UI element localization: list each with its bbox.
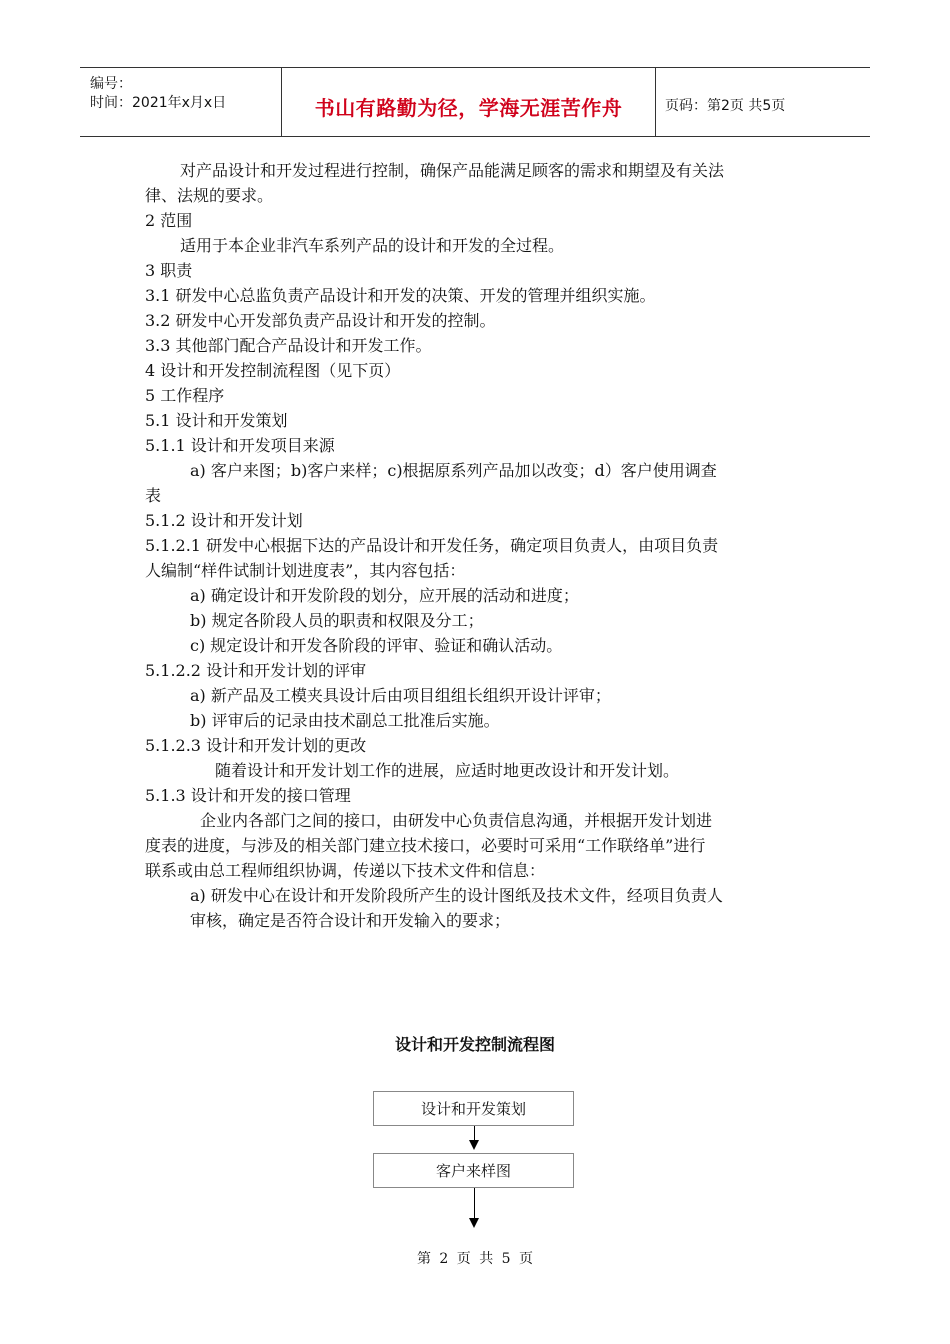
- list-item: a) 研发中心在设计和开发阶段所产生的设计图纸及技术文件，经项目负责人: [190, 886, 723, 905]
- body-line: 度表的进度，与涉及的相关部门建立技术接口，必要时可采用“工作联络单”进行: [145, 836, 706, 855]
- section-heading: 5.1.2.2 设计和开发计划的评审: [145, 661, 367, 680]
- list-item: b) 规定各阶段人员的职责和权限及分工；: [190, 611, 484, 630]
- section-heading: 5.1 设计和开发策划: [145, 411, 288, 430]
- flowchart-title: 设计和开发控制流程图: [394, 1035, 555, 1054]
- doc-date-label: 时间：2021年x月x日: [90, 95, 227, 111]
- header-left-cell: [80, 68, 281, 136]
- body-line: 表: [145, 486, 162, 505]
- flowchart-step-customer-sample: 客户来样图: [373, 1153, 574, 1188]
- body-line: 人编制“样件试制计划进度表”，其内容包括：: [145, 561, 466, 580]
- header-right-cell: [655, 68, 870, 136]
- arrow-down-icon: [469, 1140, 479, 1150]
- body-line: 5.1.2.1 研发中心根据下达的产品设计和开发任务，确定项目负责人，由项目负责: [145, 536, 719, 555]
- section-heading: 5 工作程序: [145, 386, 225, 405]
- flowchart-connector: [474, 1188, 475, 1218]
- arrow-down-icon: [469, 1218, 479, 1228]
- body-line: 适用于本企业非汽车系列产品的设计和开发的全过程。: [180, 236, 565, 255]
- section-heading: 5.1.2.3 设计和开发计划的更改: [145, 736, 367, 755]
- body-line: 联系或由总工程师组织协调，传递以下技术文件和信息：: [145, 861, 546, 880]
- body-line: 3.2 研发中心开发部负责产品设计和开发的控制。: [145, 311, 496, 330]
- body-line: 企业内各部门之间的接口，由研发中心负责信息沟通，并根据开发计划进: [200, 811, 713, 830]
- list-item: a) 确定设计和开发阶段的划分，应开展的活动和进度；: [190, 586, 579, 605]
- list-item: a) 客户来图；b)客户来样；c)根据原系列产品加以改变；d）客户使用调查: [190, 461, 717, 480]
- list-item: 审核，确定是否符合设计和开发输入的要求；: [190, 911, 511, 930]
- body-line: 对产品设计和开发过程进行控制，确保产品能满足顾客的需求和期望及有关法: [180, 161, 725, 180]
- page-indicator: 页码：第2页 共5页: [665, 98, 786, 114]
- doc-number-label: 编号：: [90, 76, 132, 92]
- section-heading: 5.1.1 设计和开发项目来源: [145, 436, 335, 455]
- body-line: 3.3 其他部门配合产品设计和开发工作。: [145, 336, 432, 355]
- flowchart-step-plan: 设计和开发策划: [373, 1091, 574, 1126]
- body-line: 3.1 研发中心总监负责产品设计和开发的决策、开发的管理并组织实施。: [145, 286, 656, 305]
- list-item: c) 规定设计和开发各阶段的评审、验证和确认活动。: [190, 636, 563, 655]
- body-line: 律、法规的要求。: [145, 186, 274, 205]
- section-heading: 5.1.2 设计和开发计划: [145, 511, 303, 530]
- list-item: b) 评审后的记录由技术副总工批准后实施。: [190, 711, 500, 730]
- header-center-cell: [281, 68, 656, 136]
- body-line: 随着设计和开发计划工作的进展，应适时地更改设计和开发计划。: [215, 761, 680, 780]
- section-heading: 3 职责: [145, 261, 193, 280]
- section-heading: 5.1.3 设计和开发的接口管理: [145, 786, 351, 805]
- page-footer: 第 2 页 共 5 页: [416, 1251, 534, 1267]
- page-header: [80, 67, 870, 137]
- header-motto: 书山有路勤为径，学海无涯苦作舟: [314, 96, 623, 120]
- section-heading: 2 范围: [145, 211, 193, 230]
- section-heading: 4 设计和开发控制流程图（见下页）: [145, 361, 401, 380]
- list-item: a) 新产品及工模夹具设计后由项目组组长组织开设计评审；: [190, 686, 611, 705]
- flowchart-connector: [474, 1126, 475, 1140]
